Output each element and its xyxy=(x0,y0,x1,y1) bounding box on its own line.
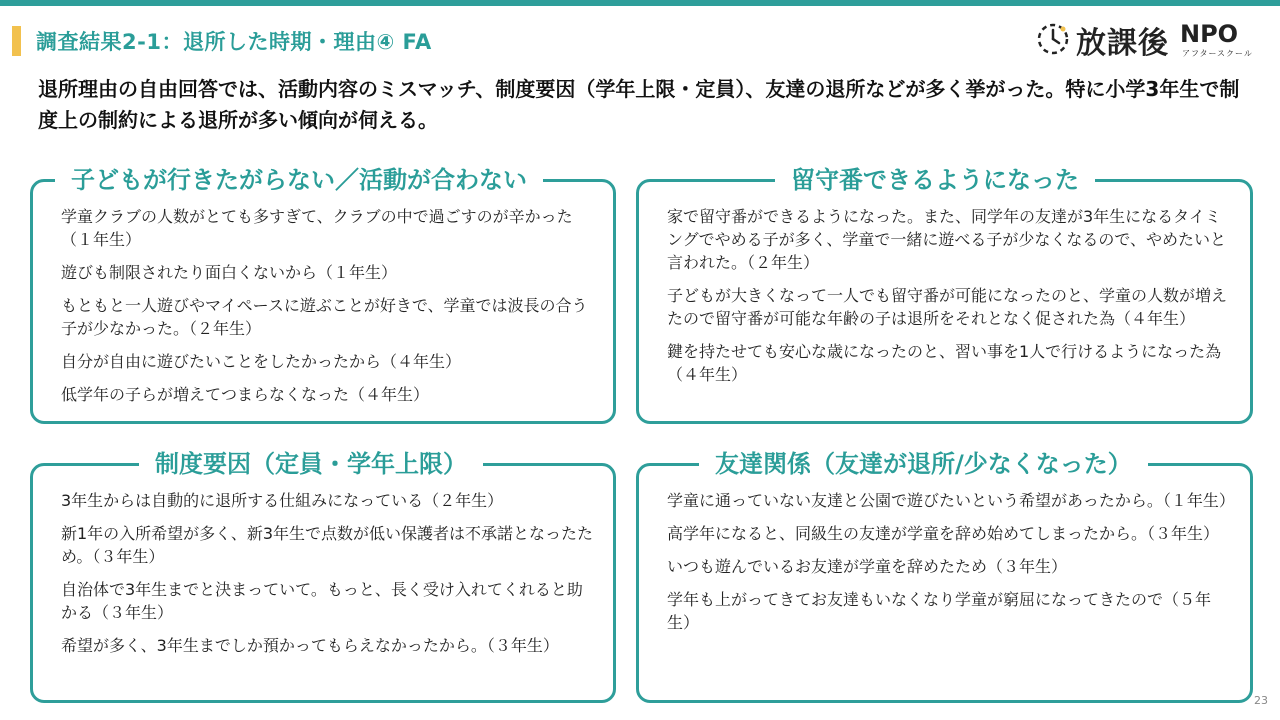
list-item: もともと一人遊びやマイペースに遊ぶことが好きで、学童では波長の合う子が少なかった。（２年生） xyxy=(61,296,588,338)
list-item: 自分が自由に遊びたいことをしたかったから（４年生） xyxy=(61,352,462,371)
list-item: 遊びも制限されたり面白くないから（１年生） xyxy=(61,263,398,282)
list-item: 鍵を持たせても安心な歳になったのと、習い事を1人で行けるようになった為（４年生） xyxy=(667,342,1222,384)
list-item: 3年生からは自動的に退所する仕組みになっている（２年生） xyxy=(61,491,504,510)
logo xyxy=(1034,16,1254,62)
card-title: 留守番できるようになった xyxy=(775,162,1095,198)
clock-logo-icon xyxy=(1036,22,1070,56)
page-number: 23 xyxy=(1254,694,1268,707)
list-item: 低学年の子らが増えてつまらなくなった（４年生） xyxy=(61,385,430,404)
page-title: 調査結果2-1：退所した時期・理由④ FA xyxy=(36,30,432,54)
card-home-alone xyxy=(636,166,1253,424)
card-items xyxy=(61,205,595,416)
top-accent-bar xyxy=(0,0,1280,6)
list-item: 学童クラブの人数がとても多すぎて、クラブの中で過ごすのが辛かった（１年生） xyxy=(61,207,573,249)
card-title: 子どもが行きたがらない／活動が合わない xyxy=(55,162,543,198)
card-title: 友達関係（友達が退所/少なくなった） xyxy=(699,446,1148,482)
list-item: 高学年になると、同級生の友達が学童を辞め始めてしまったから。（３年生） xyxy=(667,524,1220,543)
list-item: 新1年の入所希望が多く、新3年生で点数が低い保護者は不承諾となったため。（３年生） xyxy=(61,524,594,566)
card-friendship xyxy=(636,450,1253,703)
card-items xyxy=(667,205,1232,396)
list-item: 希望が多く、3年生までしか預かってもらえなかったから。（３年生） xyxy=(61,636,559,655)
logo-wordmark: 放課後 xyxy=(1076,26,1169,61)
list-item: 学童に通っていない友達と公園で遊びたいという希望があったから。（１年生） xyxy=(667,491,1235,510)
logo-npo: NPO xyxy=(1180,20,1239,48)
list-item: いつも遊んでいるお友達が学童を辞めたため（３年生） xyxy=(667,557,1068,576)
list-item: 自治体で3年生までと決まっていて。もっと、長く受け入れてくれると助かる（３年生） xyxy=(61,580,583,622)
logo-subtitle: アフタースクール xyxy=(1182,49,1253,58)
card-activity-mismatch xyxy=(30,166,616,424)
lead-text: 退所理由の自由回答では、活動内容のミスマッチ、制度要因（学年上限・定員）、友達の退所などが多く挙がった。特に小学3年生で制度上の制約による退所が多い傾向が伺える。 xyxy=(38,77,1240,132)
card-items xyxy=(667,489,1235,644)
card-items xyxy=(61,489,595,667)
card-system-factors xyxy=(30,450,616,703)
card-title: 制度要因（定員・学年上限） xyxy=(139,446,483,482)
list-item: 学年も上がってきてお友達もいなくなり学童が窮屈になってきたので（５年生） xyxy=(667,590,1212,632)
list-item: 家で留守番ができるようになった。また、同学年の友達が3年生になるタイミングでやめる子が多く、学童で一緒に遊べる子が少なくなるので、やめたいと言われた。（２年生） xyxy=(667,207,1227,272)
list-item: 子どもが大きくなって一人でも留守番が可能になったのと、学童の人数が増えたので留守番が可能な年齢の子は退所をそれとなく促された為（４年生） xyxy=(667,286,1228,328)
title-marker xyxy=(12,26,21,56)
